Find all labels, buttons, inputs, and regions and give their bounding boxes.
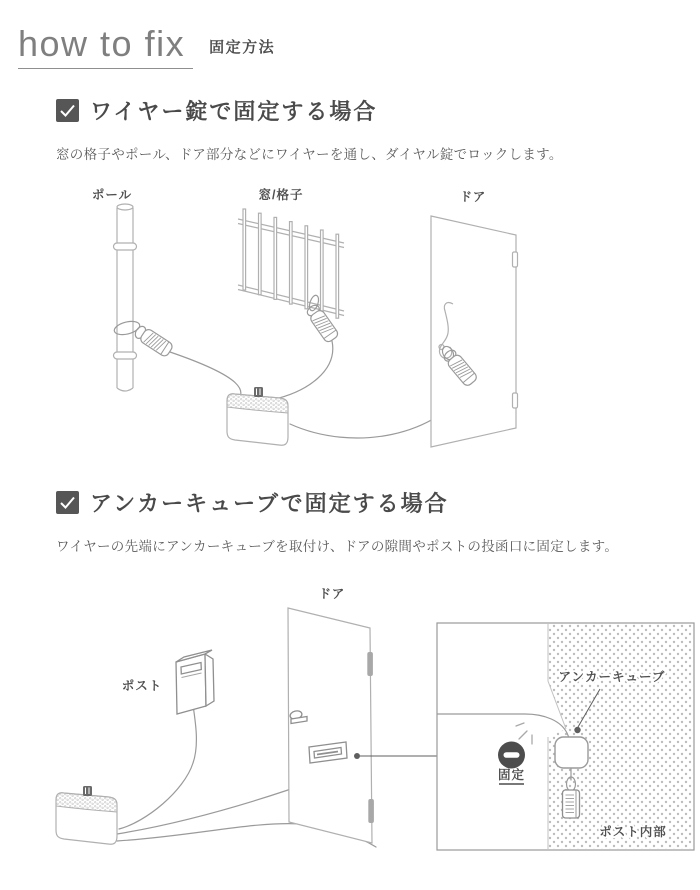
post-drawing [176, 650, 214, 714]
fixed-badge-icon [498, 742, 525, 769]
lattice-bars [243, 209, 339, 318]
page-subtitle: 固定方法 [209, 39, 276, 56]
label-door-1: ドア [459, 190, 487, 204]
label-pole: ポール [91, 188, 133, 202]
label-door-2: ドア [318, 587, 346, 601]
label-post: ポスト [121, 679, 163, 693]
label-anchor-cube: アンカーキューブ [558, 670, 666, 684]
checkbox-checked-icon [56, 491, 79, 514]
section-anchor-cube-heading [56, 487, 449, 518]
section-anchor-cube-title: アンカーキューブで固定する場合 [90, 491, 449, 516]
pole-drawing [113, 204, 174, 391]
door-hinge-bottom [368, 799, 374, 823]
section-wire-lock-title: ワイヤー錠で固定する場合 [90, 99, 378, 124]
door-drawing-1 [431, 216, 518, 447]
post-interior-panel [437, 623, 694, 850]
section-wire-lock-description: 窓の格子やポール、ドア部分などにワイヤーを通し、ダイヤル錠でロックします。 [56, 147, 563, 162]
label-window-lattice: 窓/格子 [258, 188, 304, 202]
delivery-bag-drawing-1 [227, 387, 288, 445]
wire-paths-1 [170, 341, 472, 438]
label-post-interior: ポスト内部 [599, 825, 667, 839]
anchor-cube-drawing [555, 737, 588, 768]
leader-dot [354, 753, 360, 759]
page-header [18, 24, 275, 69]
checkbox-checked-icon [56, 99, 79, 122]
label-fixed: 固定 [497, 768, 526, 782]
anchor-cube-illustration [0, 578, 700, 883]
door-drawing-2 [288, 608, 374, 843]
delivery-bag-drawing-2 [56, 786, 117, 844]
section-anchor-cube-description: ワイヤーの先端にアンカーキューブを取付け、ドアの隙間やポストの投函口に固定します。 [56, 539, 619, 554]
wire-lock-illustration [0, 183, 700, 468]
section-wire-lock-heading [56, 95, 377, 126]
door-hinge-top [367, 652, 373, 676]
window-lattice-drawing [238, 209, 344, 344]
anchor-cube-leader-dot [574, 727, 580, 733]
page-title: how to fix [18, 24, 193, 69]
